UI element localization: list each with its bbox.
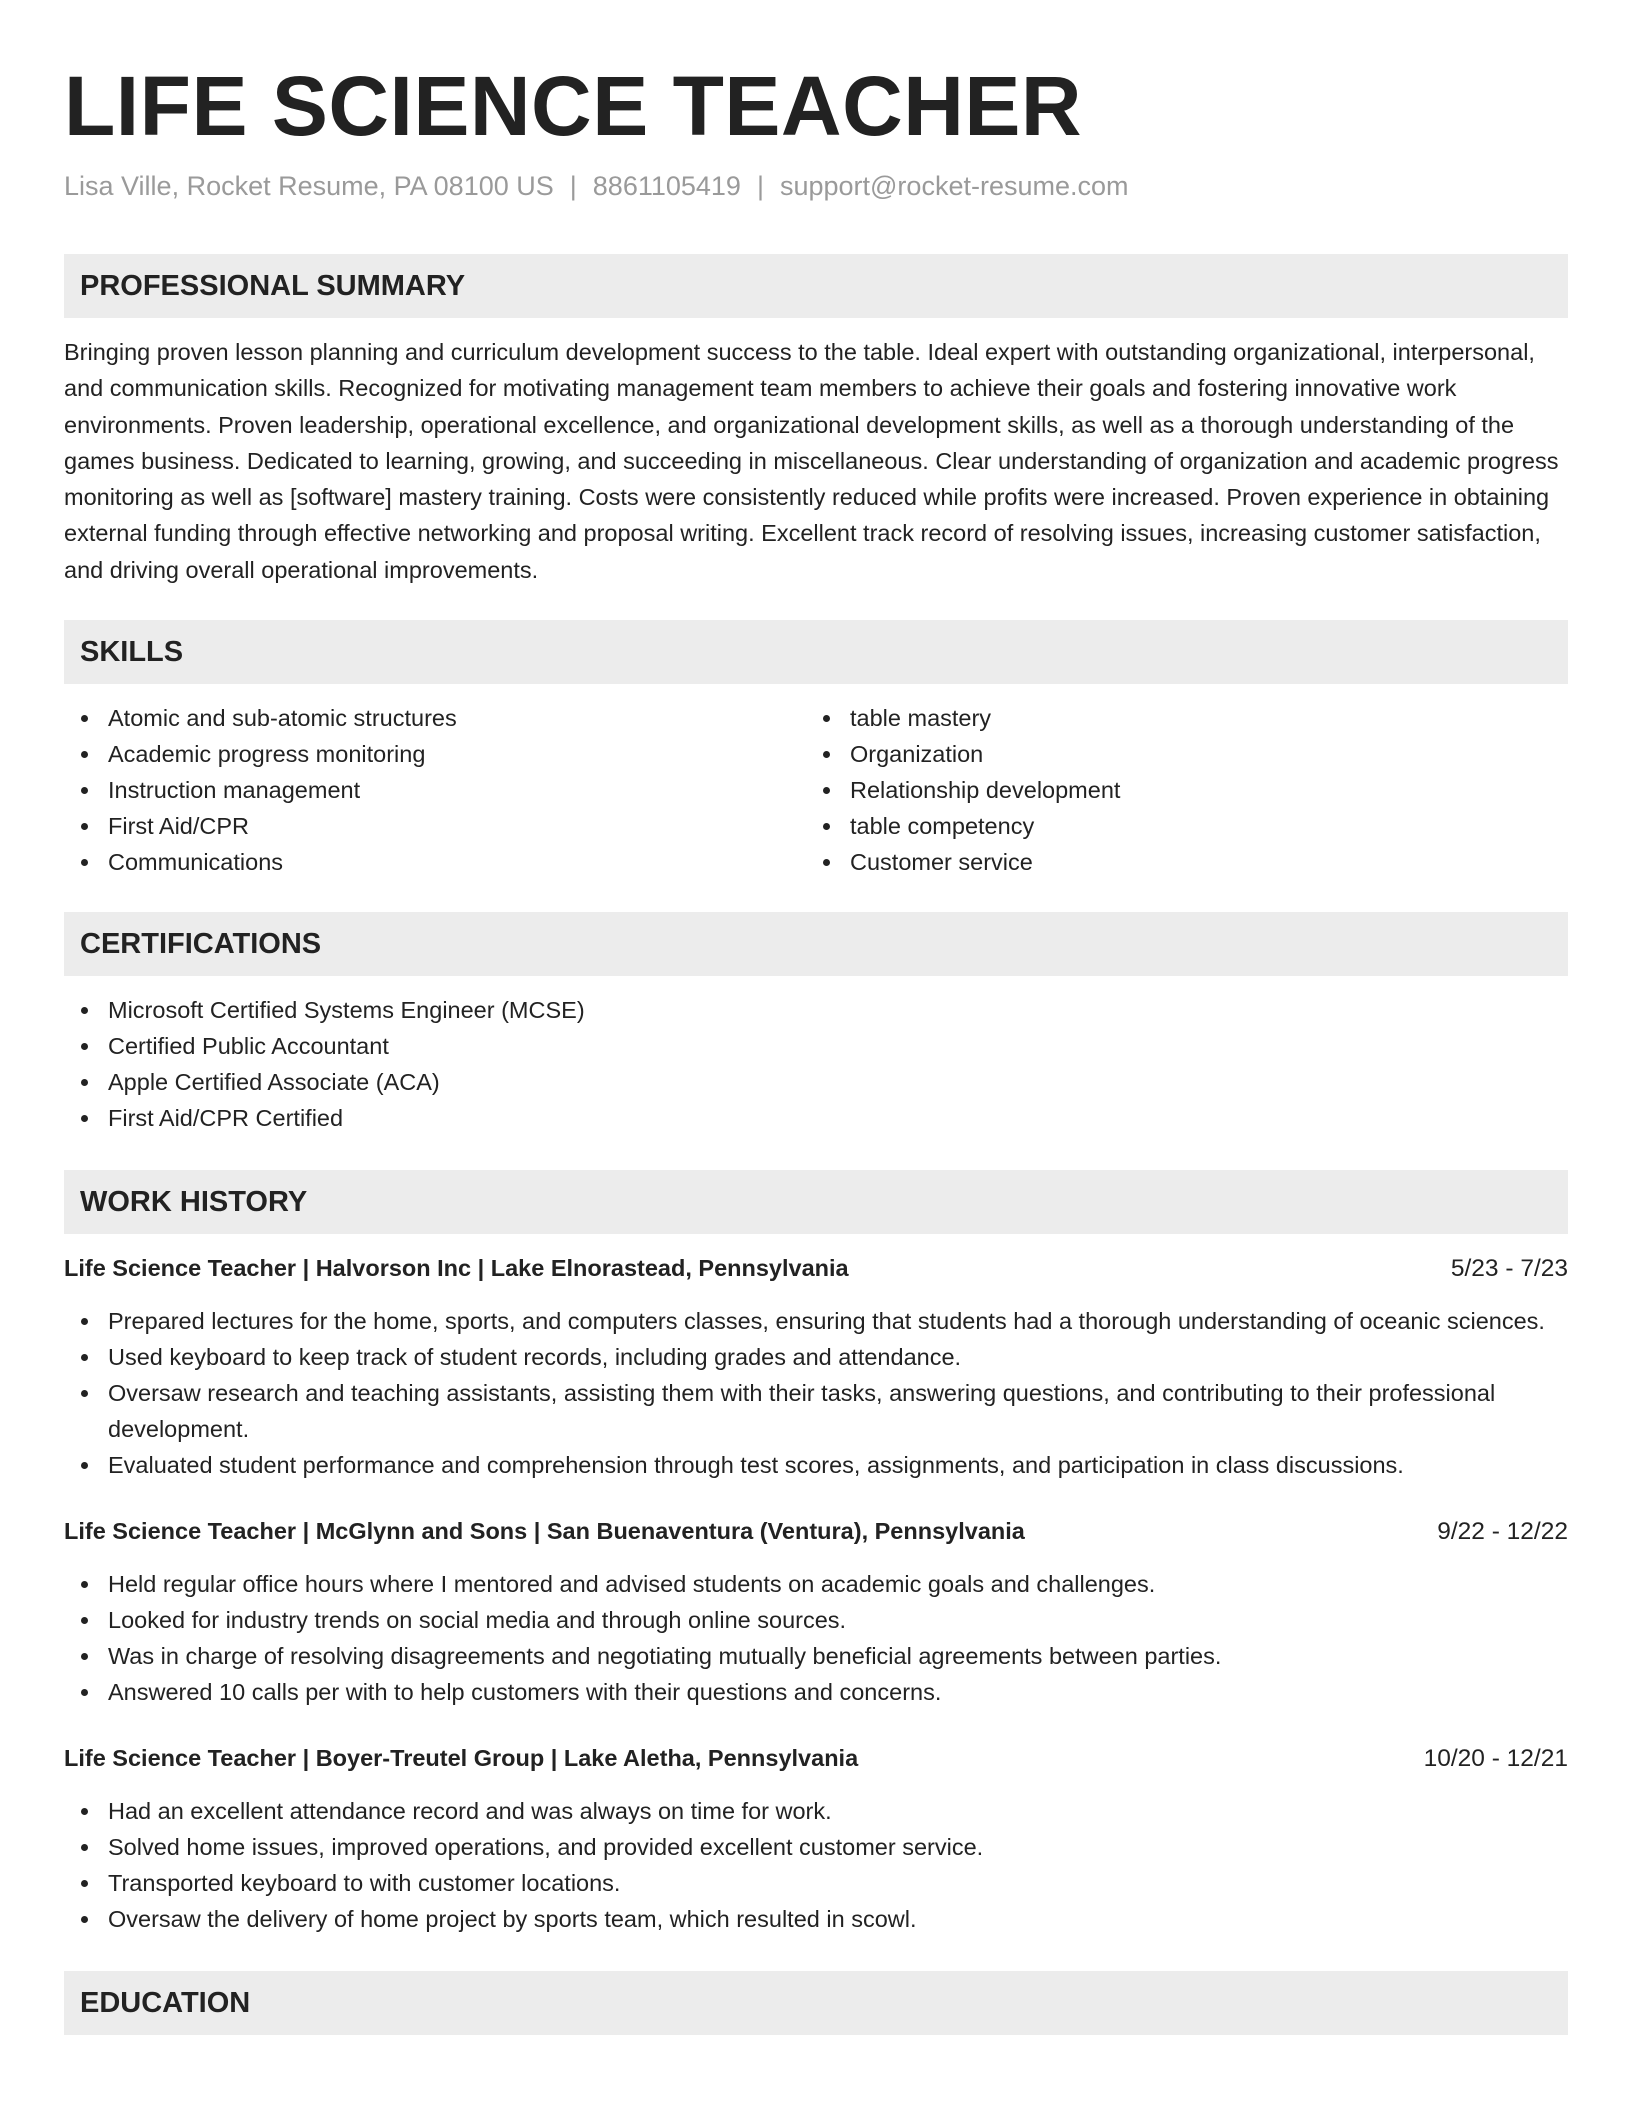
section-header-certifications: CERTIFICATIONS [64, 912, 1568, 976]
job-bullet: Had an excellent attendance record and was always on time for work. [64, 1793, 1568, 1829]
job-entry [64, 1513, 1568, 1710]
section-header-work-history: WORK HISTORY [64, 1170, 1568, 1234]
skill-item: Academic progress monitoring [64, 736, 806, 772]
job-title: Life Science Teacher | McGlynn and Sons | San Buenaventura (Ventura), Pennsylvania [64, 1518, 1025, 1545]
job-bullet: Looked for industry trends on social media and through online sources. [64, 1602, 1568, 1638]
job-bullets [64, 1303, 1568, 1483]
section-header-summary: PROFESSIONAL SUMMARY [64, 254, 1568, 318]
skill-item: Organization [806, 736, 1548, 772]
contact-separator: | [569, 171, 577, 201]
job-bullet: Transported keyboard to with customer locations. [64, 1865, 1568, 1901]
skill-item: Relationship development [806, 772, 1548, 808]
job-bullet: Was in charge of resolving disagreements and negotiating mutually beneficial agreements between parties. [64, 1638, 1568, 1674]
job-bullets [64, 1793, 1568, 1937]
skills-column-right [806, 700, 1548, 880]
certification-item: Microsoft Certified Systems Engineer (MCSE) [64, 992, 1568, 1028]
skill-item: First Aid/CPR [64, 808, 806, 844]
skill-item: Instruction management [64, 772, 806, 808]
resume-page [64, 0, 1568, 2035]
job-header [64, 1513, 1568, 1550]
skill-item: Customer service [806, 844, 1548, 880]
job-entry [64, 1740, 1568, 1937]
job-entry [64, 1250, 1568, 1483]
contact-line [64, 168, 1568, 204]
job-bullet: Answered 10 calls per with to help customers with their questions and concerns. [64, 1674, 1568, 1710]
skills-list [64, 700, 1568, 880]
job-title: Life Science Teacher | Halvorson Inc | Lake Elnorastead, Pennsylvania [64, 1255, 849, 1282]
certification-item: First Aid/CPR Certified [64, 1100, 1568, 1136]
job-dates: 10/20 - 12/21 [1423, 1745, 1568, 1773]
job-dates: 9/22 - 12/22 [1437, 1518, 1568, 1546]
skills-column-left [64, 700, 806, 880]
job-bullet: Solved home issues, improved operations, and provided excellent customer service. [64, 1829, 1568, 1865]
job-bullet: Prepared lectures for the home, sports, and computers classes, ensuring that students had a thorough understanding of oceanic sciences. [64, 1303, 1568, 1339]
job-dates: 5/23 - 7/23 [1450, 1255, 1568, 1283]
job-bullets [64, 1566, 1568, 1710]
skill-item: Atomic and sub-atomic structures [64, 700, 806, 736]
certification-item: Apple Certified Associate (ACA) [64, 1064, 1568, 1100]
job-header [64, 1250, 1568, 1287]
job-bullet: Oversaw the delivery of home project by sports team, which resulted in scowl. [64, 1901, 1568, 1937]
job-bullet: Evaluated student performance and comprehension through test scores, assignments, and participation in class discussions. [64, 1447, 1568, 1483]
summary-text: Bringing proven lesson planning and curriculum development success to the table. Ideal expert with outstanding organizational, interpersonal, and communication skills. Recognized for motivating management team members to achieve their goals and fostering innovative work environments. Proven leadership, operational excellence, and organizational development skills, as well as a thorough understanding of the games business. Dedicated to learning, growing, and succeeding in miscellaneous. Clear understanding of organization and academic progress monitoring as well as [software] mastery training. Costs were consistently reduced while profits were increased. Proven experience in obtaining external funding through effective networking and proposal writing. Excellent track record of resolving issues, increasing customer satisfaction, and driving overall operational improvements. [64, 339, 1559, 583]
section-header-education: EDUCATION [64, 1971, 1568, 2035]
certifications-list [64, 992, 1568, 1136]
contact-email: support@rocket-resume.com [779, 171, 1129, 201]
job-bullet: Held regular office hours where I mentored and advised students on academic goals and challenges. [64, 1566, 1568, 1602]
contact-address: Lisa Ville, Rocket Resume, PA 08100 US [64, 171, 554, 201]
job-title: Life Science Teacher | Boyer-Treutel Group | Lake Aletha, Pennsylvania [64, 1745, 859, 1772]
resume-title: LIFE SCIENCE TEACHER [64, 59, 1083, 153]
skill-item: table mastery [806, 700, 1548, 736]
job-bullet: Used keyboard to keep track of student records, including grades and attendance. [64, 1339, 1568, 1375]
contact-phone: 8861105419 [592, 171, 741, 201]
skill-item: Communications [64, 844, 806, 880]
contact-separator: | [756, 171, 764, 201]
section-header-skills: SKILLS [64, 620, 1568, 684]
certification-item: Certified Public Accountant [64, 1028, 1568, 1064]
skill-item: table competency [806, 808, 1548, 844]
job-bullet: Oversaw research and teaching assistants, assisting them with their tasks, answering questions, and contributing to their professional development. [64, 1375, 1568, 1447]
job-header [64, 1740, 1568, 1777]
